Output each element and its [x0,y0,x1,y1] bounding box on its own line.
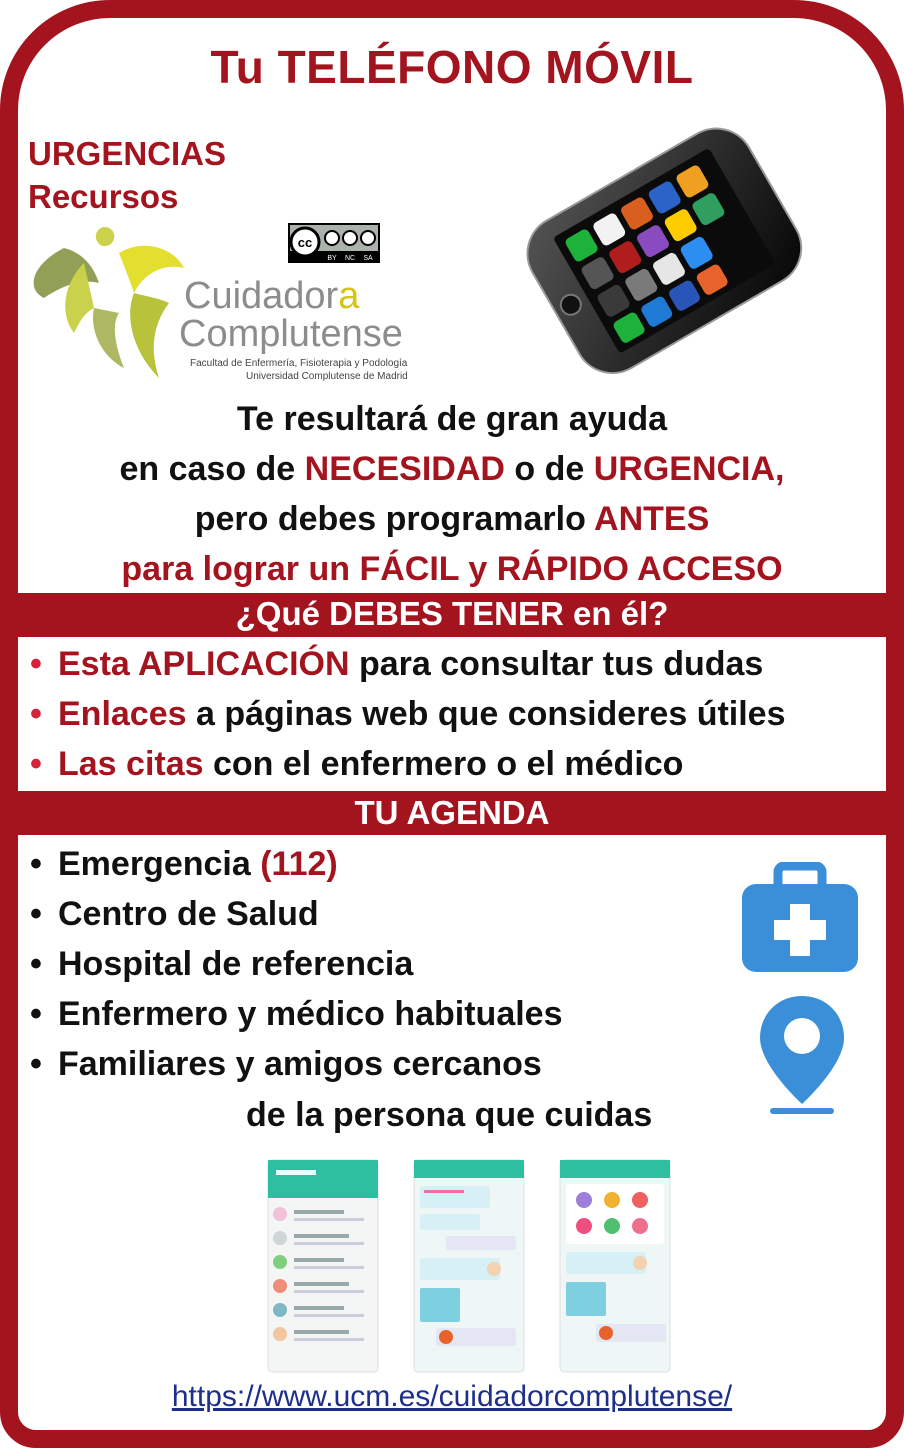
logo-university: Universidad Complutense de Madrid [246,371,408,382]
page-title: Tu TELÉFONO MÓVIL [210,41,694,93]
location-pin-icon [758,994,846,1119]
first-aid-kit-icon [740,862,860,974]
resource-tag [28,132,226,218]
smartphone-icon [496,118,826,393]
intro-text-part: o de [504,450,594,488]
intro-line-3 [18,494,886,544]
list-item [30,889,563,939]
section-heading-must-have: ¿Qué DEBES TENER en él? [18,593,886,637]
bullet-icon: • [30,645,42,683]
bullet-icon: • [30,845,42,883]
item-text: Emergencia [58,845,261,883]
intro-highlight: NECESIDAD [304,450,505,488]
intro-highlight: ANTES [594,500,710,538]
intro-text-part: en caso de [119,450,305,488]
item-highlight: Esta APLICACIÓN [58,645,350,683]
svg-text:cc: cc [297,235,313,250]
item-text: Hospital de referencia [58,945,414,983]
item-text: Enfermero y médico habituales [58,995,563,1033]
list-item [30,939,563,989]
list-item [30,739,786,789]
intro-highlight: URGENCIA, [593,450,785,488]
list-item [30,1039,563,1089]
bullet-icon: • [30,945,42,983]
bullet-icon: • [30,695,42,733]
item-text: a páginas web que consideres útiles [186,695,786,733]
list-item [30,989,563,1039]
list-item [30,839,563,889]
svg-text:SA: SA [363,255,373,262]
logo-faculty: Facultad de Enfermería, Fisioterapia y Podología [190,358,408,369]
must-have-list [30,639,786,789]
logo-name-line2: Complutense [179,313,403,355]
intro-line-4: para lograr un FÁCIL y RÁPIDO ACCESO [121,550,783,588]
bullet-icon: • [30,745,42,783]
bullet-icon: • [30,1045,42,1083]
bullet-icon: • [30,995,42,1033]
agenda-continuation: de la persona que cuidas [246,1096,653,1134]
item-highlight: Las citas [58,745,204,783]
item-text: con el enfermero o el médico [203,745,684,783]
bullet-icon: • [30,895,42,933]
agenda-list [30,839,563,1089]
creative-commons-icon [288,223,380,263]
intro-text [18,394,886,594]
resource-tag-line1: URGENCIAS [28,135,227,172]
section-heading-agenda: TU AGENDA [18,791,886,835]
item-text: Centro de Salud [58,895,319,933]
intro-line-2 [18,444,886,494]
list-item [30,689,786,739]
svg-text:BY: BY [327,255,337,262]
item-text: Familiares y amigos cercanos [58,1045,542,1083]
item-text: para consultar tus dudas [349,645,764,683]
resource-tag-line2: Recursos [28,178,179,215]
list-item [30,639,786,689]
resource-link[interactable]: https://www.ucm.es/cuidadorcomplutense/ [171,1380,733,1413]
svg-text:NC: NC [344,255,356,262]
logo-name-line1: Cuidadora [184,275,360,317]
intro-line-1: Te resultará de gran ayuda [236,400,668,438]
item-highlight: Enlaces [58,695,187,733]
item-highlight: (112) [260,845,338,883]
intro-text-part: pero debes programarlo [194,500,595,538]
messaging-app-screens-illustration [266,1158,676,1376]
